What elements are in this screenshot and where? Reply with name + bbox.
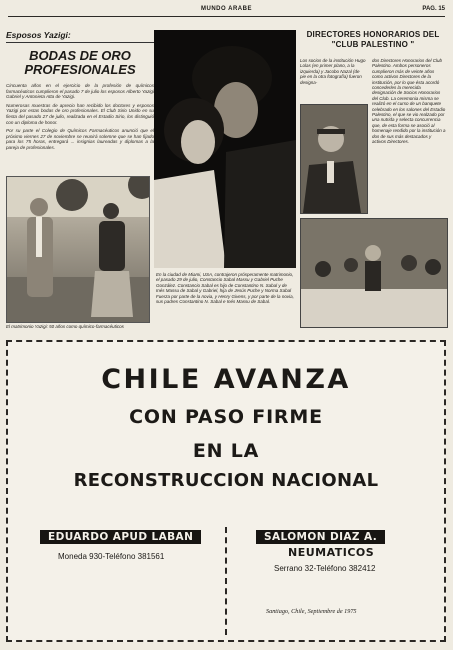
advertiser-name-left: EDUARDO APUD LABAN: [40, 530, 201, 544]
advertiser-business-right: NEUMATICOS: [288, 546, 375, 559]
wedding-photo: [154, 30, 296, 268]
ad-line-4: RECONSTRUCCION NACIONAL: [73, 470, 379, 491]
right-article-column-2: dos Directores Honorarios del Club Palestino. Ambos personeros cumplieron más de veinte años como activos Directores de la institución, por lo que ésta acordó concederles la merecida designación de Socios Honorarios del Club. La ceremonia misma se realizó en el curso de un banquete celebrado en los salones del Estadio Palestino, el que se vio realzado por una nutrida y selecta concurrencia que, de esta forma se asoció al homenaje rendido por la institución a dos de sus más destacados y activos Directores.: [372, 58, 446, 145]
director-photo: [300, 104, 368, 214]
publication-name: MUNDO ARABE: [201, 6, 252, 12]
article-paragraph: Por su parte el Colegio de Químicos Farmacéuticos anunció que el próximo viernes 27 de noviembre se reunirá solemne que se han fijado para los 75 horas, entregará ... insignias laureadas y diplomas a la pareja de profesionales.: [6, 128, 154, 150]
right-article-title: DIRECTORES HONORARIOS DEL "CLUB PALESTINO ": [306, 30, 440, 49]
ad-footer: Santiago, Chile, Septiembre de 1975: [266, 608, 357, 615]
article-kicker: Esposos Yazigi:: [6, 30, 154, 43]
right-article-column-1: Los socios de la institución Hugo Lolas (en primer plano, a la izquierda) y Jacobo Nazal (de pie en la otra fotografía) fueron designa-: [300, 58, 366, 85]
banquet-photo: [300, 218, 448, 328]
ad-headline: CHILE AVANZA: [101, 364, 351, 395]
advertiser-name-right: SALOMON DIAZ A.: [256, 530, 385, 544]
wedding-photo-caption: En la ciudad de Miami, USA, contrajeron prósperamente matrimonio, el pasado 29 de julio, Constancio Sabal Massu y Gabriel Puche González. Constancio Sabal es hijo de Constantino N. Sabal y de Inés Massu de Sabal y Gabriel, hija de Jesús Puche y Norma Sabal Fuerza por parte de la novia, y Henry Givens, y por parte de la novia, sus padres Constantino N. Sabal e Inés Massu de Sabal.: [156, 272, 294, 305]
ad-line-3: EN LA: [192, 440, 260, 462]
page-header: [8, 4, 445, 17]
right-article: [300, 30, 446, 145]
advertiser-address-left: Moneda 930-Teléfono 381561: [58, 552, 165, 561]
article-paragraph: Numerosas muestras de aprecio han recibido los doctores y esposos Yazigi por estas bodas de oro profesionales. El Club Sirio Unido en su fiesta del pasado 27 de julio, realizada en el Estadio Sirio, los distinguió con un diploma de honor.: [6, 102, 154, 125]
advertisement: [6, 340, 446, 642]
couple-photo: [6, 176, 150, 323]
article-body: [6, 83, 154, 151]
ad-divider: [225, 527, 228, 635]
page-number: PAG. 15: [422, 6, 445, 12]
couple-photo-caption: El matrimonio Yazigi: 50 años como químico-farmacéuticos: [6, 324, 124, 329]
article-paragraph: Cincuenta años en el ejercicio de la profesión de químicos farmacéuticos cumplieron el pasado 7 de julio los esposos Alberto Yazigi Gabriel y Antonieta Atta de Yazigi.: [6, 83, 154, 100]
ad-line-2: CON PASO FIRME: [129, 406, 323, 428]
advertiser-address-right: Serrano 32-Teléfono 382412: [274, 564, 376, 573]
article-headline: BODAS DE ORO PROFESIONALES: [24, 48, 136, 77]
